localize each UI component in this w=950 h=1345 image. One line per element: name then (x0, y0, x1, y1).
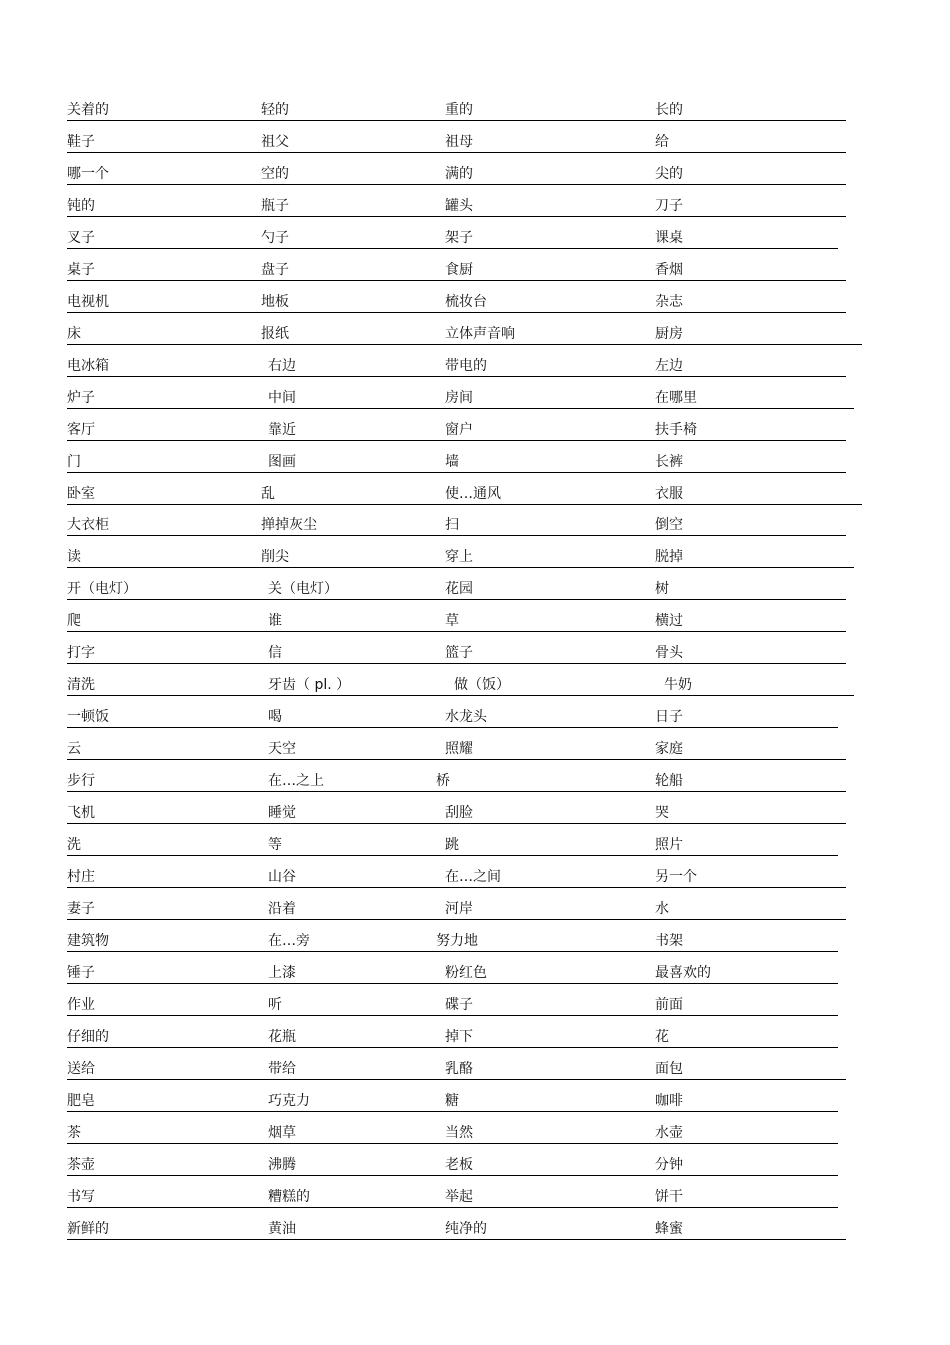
vocab-word-col-3: 照耀 (445, 741, 473, 757)
vocab-row (0, 1189, 950, 1221)
vocab-word-col-1: 茶 (67, 1125, 81, 1141)
vocab-word-col-2: 关（电灯） (268, 581, 338, 597)
vocab-word-col-4: 脱掉 (655, 549, 683, 565)
row-underline (67, 695, 854, 696)
vocab-word-col-1: 云 (67, 741, 81, 757)
vocab-row (0, 1093, 950, 1125)
vocab-word-col-4: 树 (655, 581, 669, 597)
row-underline (67, 663, 846, 664)
vocab-word-col-2: 牙齿（ pl. ） (268, 677, 351, 693)
row-underline (67, 951, 838, 952)
row-underline (67, 1079, 846, 1080)
vocab-word-col-4: 厨房 (655, 326, 683, 342)
vocab-word-col-3: 穿上 (445, 549, 473, 565)
vocab-word-col-3: 当然 (445, 1125, 473, 1141)
vocab-word-col-2: 瓶子 (261, 198, 289, 214)
vocab-word-col-2: 听 (268, 997, 282, 1013)
vocab-word-col-3: 水龙头 (445, 709, 487, 725)
vocab-word-col-4: 骨头 (655, 645, 683, 661)
vocab-word-col-4: 尖的 (655, 166, 683, 182)
vocab-word-col-4: 照片 (655, 837, 683, 853)
vocab-row (0, 486, 950, 518)
vocab-word-col-1: 开（电灯） (67, 581, 137, 597)
vocab-word-col-4: 扶手椅 (655, 422, 697, 438)
vocab-row (0, 422, 950, 454)
vocab-word-col-1: 大衣柜 (67, 517, 109, 533)
vocab-word-col-2: 黄油 (268, 1221, 296, 1237)
vocab-word-col-2: 盘子 (261, 262, 289, 278)
vocab-row (0, 805, 950, 837)
vocab-word-col-4: 书架 (655, 933, 683, 949)
row-underline (67, 344, 862, 345)
vocab-word-col-1: 步行 (67, 773, 95, 789)
row-underline (67, 1143, 838, 1144)
vocab-word-col-2: 在…旁 (268, 933, 310, 949)
vocab-word-col-2: 乱 (261, 486, 275, 502)
vocab-word-col-1: 村庄 (67, 869, 95, 885)
row-underline (67, 855, 838, 856)
row-underline (67, 1239, 846, 1240)
vocab-word-col-3: 立体声音响 (445, 326, 515, 342)
vocab-word-col-1: 肥皂 (67, 1093, 95, 1109)
vocab-word-col-3: 满的 (445, 166, 473, 182)
vocab-row (0, 198, 950, 230)
row-underline (67, 887, 846, 888)
row-underline (67, 823, 846, 824)
vocab-word-col-1: 哪一个 (67, 166, 109, 182)
vocab-word-col-4: 刀子 (655, 198, 683, 214)
vocab-word-col-2: 带给 (268, 1061, 296, 1077)
vocab-word-col-3: 刮脸 (445, 805, 473, 821)
vocab-row (0, 454, 950, 486)
row-underline (67, 312, 846, 313)
vocab-row (0, 326, 950, 358)
vocab-word-col-1: 妻子 (67, 901, 95, 917)
row-underline (67, 983, 838, 984)
vocab-word-col-2: 信 (268, 645, 282, 661)
vocab-word-col-4: 在哪里 (655, 390, 697, 406)
row-underline (67, 759, 846, 760)
vocab-word-col-2: 山谷 (268, 869, 296, 885)
vocab-word-col-3: 罐头 (445, 198, 473, 214)
vocab-word-col-4: 花 (655, 1029, 669, 1045)
vocab-word-col-1: 一顿饭 (67, 709, 109, 725)
vocab-row (0, 262, 950, 294)
vocab-word-col-4: 日子 (655, 709, 683, 725)
vocab-word-col-2: 糟糕的 (268, 1189, 310, 1205)
vocab-word-col-2: 靠近 (268, 422, 296, 438)
vocab-word-col-2: 右边 (268, 358, 296, 374)
vocab-word-col-1: 桌子 (67, 262, 95, 278)
vocab-word-col-3: 草 (445, 613, 459, 629)
vocab-word-col-4: 分钟 (655, 1157, 683, 1173)
vocab-word-col-3: 扫 (445, 517, 459, 533)
vocab-word-col-1: 炉子 (67, 390, 95, 406)
vocab-row (0, 773, 950, 805)
vocab-word-col-1: 电视机 (67, 294, 109, 310)
vocab-word-col-3: 碟子 (445, 997, 473, 1013)
vocab-word-col-4: 横过 (655, 613, 683, 629)
vocab-row (0, 837, 950, 869)
vocab-word-col-4: 衣服 (655, 486, 683, 502)
vocab-word-col-2: 轻的 (261, 102, 289, 118)
vocab-row (0, 390, 950, 422)
vocab-word-col-3: 窗户 (445, 422, 473, 438)
vocab-word-col-3: 举起 (445, 1189, 473, 1205)
vocab-word-col-2: 喝 (268, 709, 282, 725)
vocab-word-col-1: 建筑物 (67, 933, 109, 949)
vocab-row (0, 709, 950, 741)
vocab-word-col-4: 面包 (655, 1061, 683, 1077)
vocab-word-col-2: 图画 (268, 454, 296, 470)
row-underline (67, 280, 846, 281)
vocab-row (0, 230, 950, 262)
vocab-word-col-4: 家庭 (655, 741, 683, 757)
vocab-word-col-2: 天空 (268, 741, 296, 757)
vocab-word-col-4: 最喜欢的 (655, 965, 711, 981)
vocab-word-col-4: 饼干 (655, 1189, 683, 1205)
vocab-word-col-2: 报纸 (261, 326, 289, 342)
row-underline (67, 408, 854, 409)
vocab-word-col-2: 花瓶 (268, 1029, 296, 1045)
vocab-word-col-3: 篮子 (445, 645, 473, 661)
row-underline (67, 472, 846, 473)
row-underline (67, 504, 862, 505)
vocab-word-col-1: 卧室 (67, 486, 95, 502)
vocab-word-col-1: 门 (67, 454, 81, 470)
vocab-word-col-1: 关着的 (67, 102, 109, 118)
vocab-row (0, 613, 950, 645)
vocab-row (0, 1061, 950, 1093)
vocab-word-col-3: 带电的 (445, 358, 487, 374)
vocab-word-col-1: 新鲜的 (67, 1221, 109, 1237)
vocab-row (0, 134, 950, 166)
vocab-word-col-1: 茶壶 (67, 1157, 95, 1173)
vocab-word-col-4: 香烟 (655, 262, 683, 278)
vocab-word-col-2: 睡觉 (268, 805, 296, 821)
row-underline (67, 440, 846, 441)
vocab-word-col-3: 纯净的 (445, 1221, 487, 1237)
vocab-word-col-4: 左边 (655, 358, 683, 374)
vocab-row (0, 358, 950, 390)
vocab-word-col-1: 飞机 (67, 805, 95, 821)
vocab-word-col-4: 水壶 (655, 1125, 683, 1141)
vocab-word-col-3: 食厨 (445, 262, 473, 278)
vocab-row (0, 549, 950, 581)
vocab-word-col-3: 在…之间 (445, 869, 501, 885)
vocab-word-col-2: 空的 (261, 166, 289, 182)
vocab-word-col-4: 杂志 (655, 294, 683, 310)
vocab-row (0, 1029, 950, 1061)
row-underline (67, 631, 846, 632)
vocab-word-col-2: 削尖 (261, 549, 289, 565)
vocab-word-col-2: 烟草 (268, 1125, 296, 1141)
vocab-word-col-3: 粉红色 (445, 965, 487, 981)
vocab-word-col-4: 倒空 (655, 517, 683, 533)
vocab-word-col-4: 水 (655, 901, 669, 917)
vocab-word-col-1: 爬 (67, 613, 81, 629)
vocab-word-col-3: 掉下 (445, 1029, 473, 1045)
vocab-word-col-2: 在…之上 (268, 773, 324, 789)
vocab-row (0, 677, 950, 709)
vocab-row (0, 997, 950, 1029)
vocab-word-col-3: 墙 (445, 454, 459, 470)
row-underline (67, 535, 846, 536)
row-underline (67, 599, 846, 600)
row-underline (67, 376, 846, 377)
vocab-word-col-3: 努力地 (436, 933, 478, 949)
vocab-word-col-4: 长裤 (655, 454, 683, 470)
vocab-word-col-2: 勺子 (261, 230, 289, 246)
row-underline (67, 1015, 838, 1016)
vocab-word-col-1: 钝的 (67, 198, 95, 214)
row-underline (67, 1047, 838, 1048)
vocab-word-col-3: 糖 (445, 1093, 459, 1109)
vocab-row (0, 741, 950, 773)
row-underline (67, 216, 846, 217)
vocab-word-col-1: 仔细的 (67, 1029, 109, 1045)
vocab-row (0, 1221, 950, 1253)
vocab-word-col-1: 读 (67, 549, 81, 565)
vocab-word-col-2: 巧克力 (268, 1093, 310, 1109)
vocab-word-col-4: 长的 (655, 102, 683, 118)
vocab-word-col-3: 花园 (445, 581, 473, 597)
vocab-word-col-2: 掸掉灰尘 (261, 517, 317, 533)
vocab-row (0, 869, 950, 901)
vocab-word-col-3: 使…通风 (445, 486, 501, 502)
row-underline (67, 120, 846, 121)
vocab-word-col-4: 哭 (655, 805, 669, 821)
vocab-word-col-4: 另一个 (655, 869, 697, 885)
vocab-word-col-3: 老板 (445, 1157, 473, 1173)
vocab-word-col-1: 叉子 (67, 230, 95, 246)
vocab-word-col-3: 河岸 (445, 901, 473, 917)
vocab-row (0, 294, 950, 326)
row-underline (67, 184, 846, 185)
vocab-row (0, 645, 950, 677)
row-underline (67, 1111, 838, 1112)
vocab-word-col-1: 送给 (67, 1061, 95, 1077)
vocab-row (0, 965, 950, 997)
vocab-word-col-1: 作业 (67, 997, 95, 1013)
vocab-word-col-4: 咖啡 (655, 1093, 683, 1109)
vocab-word-col-3: 乳酪 (445, 1061, 473, 1077)
vocab-word-col-4: 前面 (655, 997, 683, 1013)
row-underline (67, 919, 846, 920)
vocab-word-col-2: 等 (268, 837, 282, 853)
vocab-word-col-4: 牛奶 (664, 677, 692, 693)
vocab-word-col-4: 给 (655, 134, 669, 150)
row-underline (67, 1175, 838, 1176)
vocab-word-col-3: 梳妆台 (445, 294, 487, 310)
vocab-word-col-1: 锤子 (67, 965, 95, 981)
vocab-word-col-3: 重的 (445, 102, 473, 118)
vocab-row (0, 102, 950, 134)
vocab-row (0, 166, 950, 198)
vocab-row (0, 901, 950, 933)
vocab-word-col-3: 做（饭） (454, 677, 510, 693)
vocab-word-col-1: 鞋子 (67, 134, 95, 150)
vocab-word-col-3: 跳 (445, 837, 459, 853)
vocab-word-col-3: 祖母 (445, 134, 473, 150)
row-underline (67, 248, 838, 249)
vocab-word-col-3: 房间 (445, 390, 473, 406)
vocab-word-col-1: 书写 (67, 1189, 95, 1205)
row-underline (67, 791, 846, 792)
vocab-word-col-2: 上漆 (268, 965, 296, 981)
vocab-word-col-4: 轮船 (655, 773, 683, 789)
vocab-word-col-1: 洗 (67, 837, 81, 853)
vocab-word-col-2: 沸腾 (268, 1157, 296, 1173)
vocab-row (0, 933, 950, 965)
vocab-word-col-1: 清洗 (67, 677, 95, 693)
row-underline (67, 152, 846, 153)
vocab-row (0, 581, 950, 613)
vocab-word-col-4: 蜂蜜 (655, 1221, 683, 1237)
vocab-word-col-1: 打字 (67, 645, 95, 661)
vocab-row (0, 1125, 950, 1157)
vocab-word-col-1: 床 (67, 326, 81, 342)
vocab-row (0, 517, 950, 549)
vocab-word-col-3: 桥 (436, 773, 450, 789)
row-underline (67, 727, 838, 728)
vocab-word-col-2: 地板 (261, 294, 289, 310)
vocab-word-col-1: 客厅 (67, 422, 95, 438)
vocab-word-col-2: 祖父 (261, 134, 289, 150)
vocab-word-col-1: 电冰箱 (67, 358, 109, 374)
row-underline (67, 567, 854, 568)
vocab-word-col-4: 课桌 (655, 230, 683, 246)
vocab-word-col-2: 沿着 (268, 901, 296, 917)
vocab-word-col-3: 架子 (445, 230, 473, 246)
vocab-word-col-2: 谁 (268, 613, 282, 629)
vocab-word-col-2: 中间 (268, 390, 296, 406)
vocab-row (0, 1157, 950, 1189)
row-underline (67, 1207, 838, 1208)
